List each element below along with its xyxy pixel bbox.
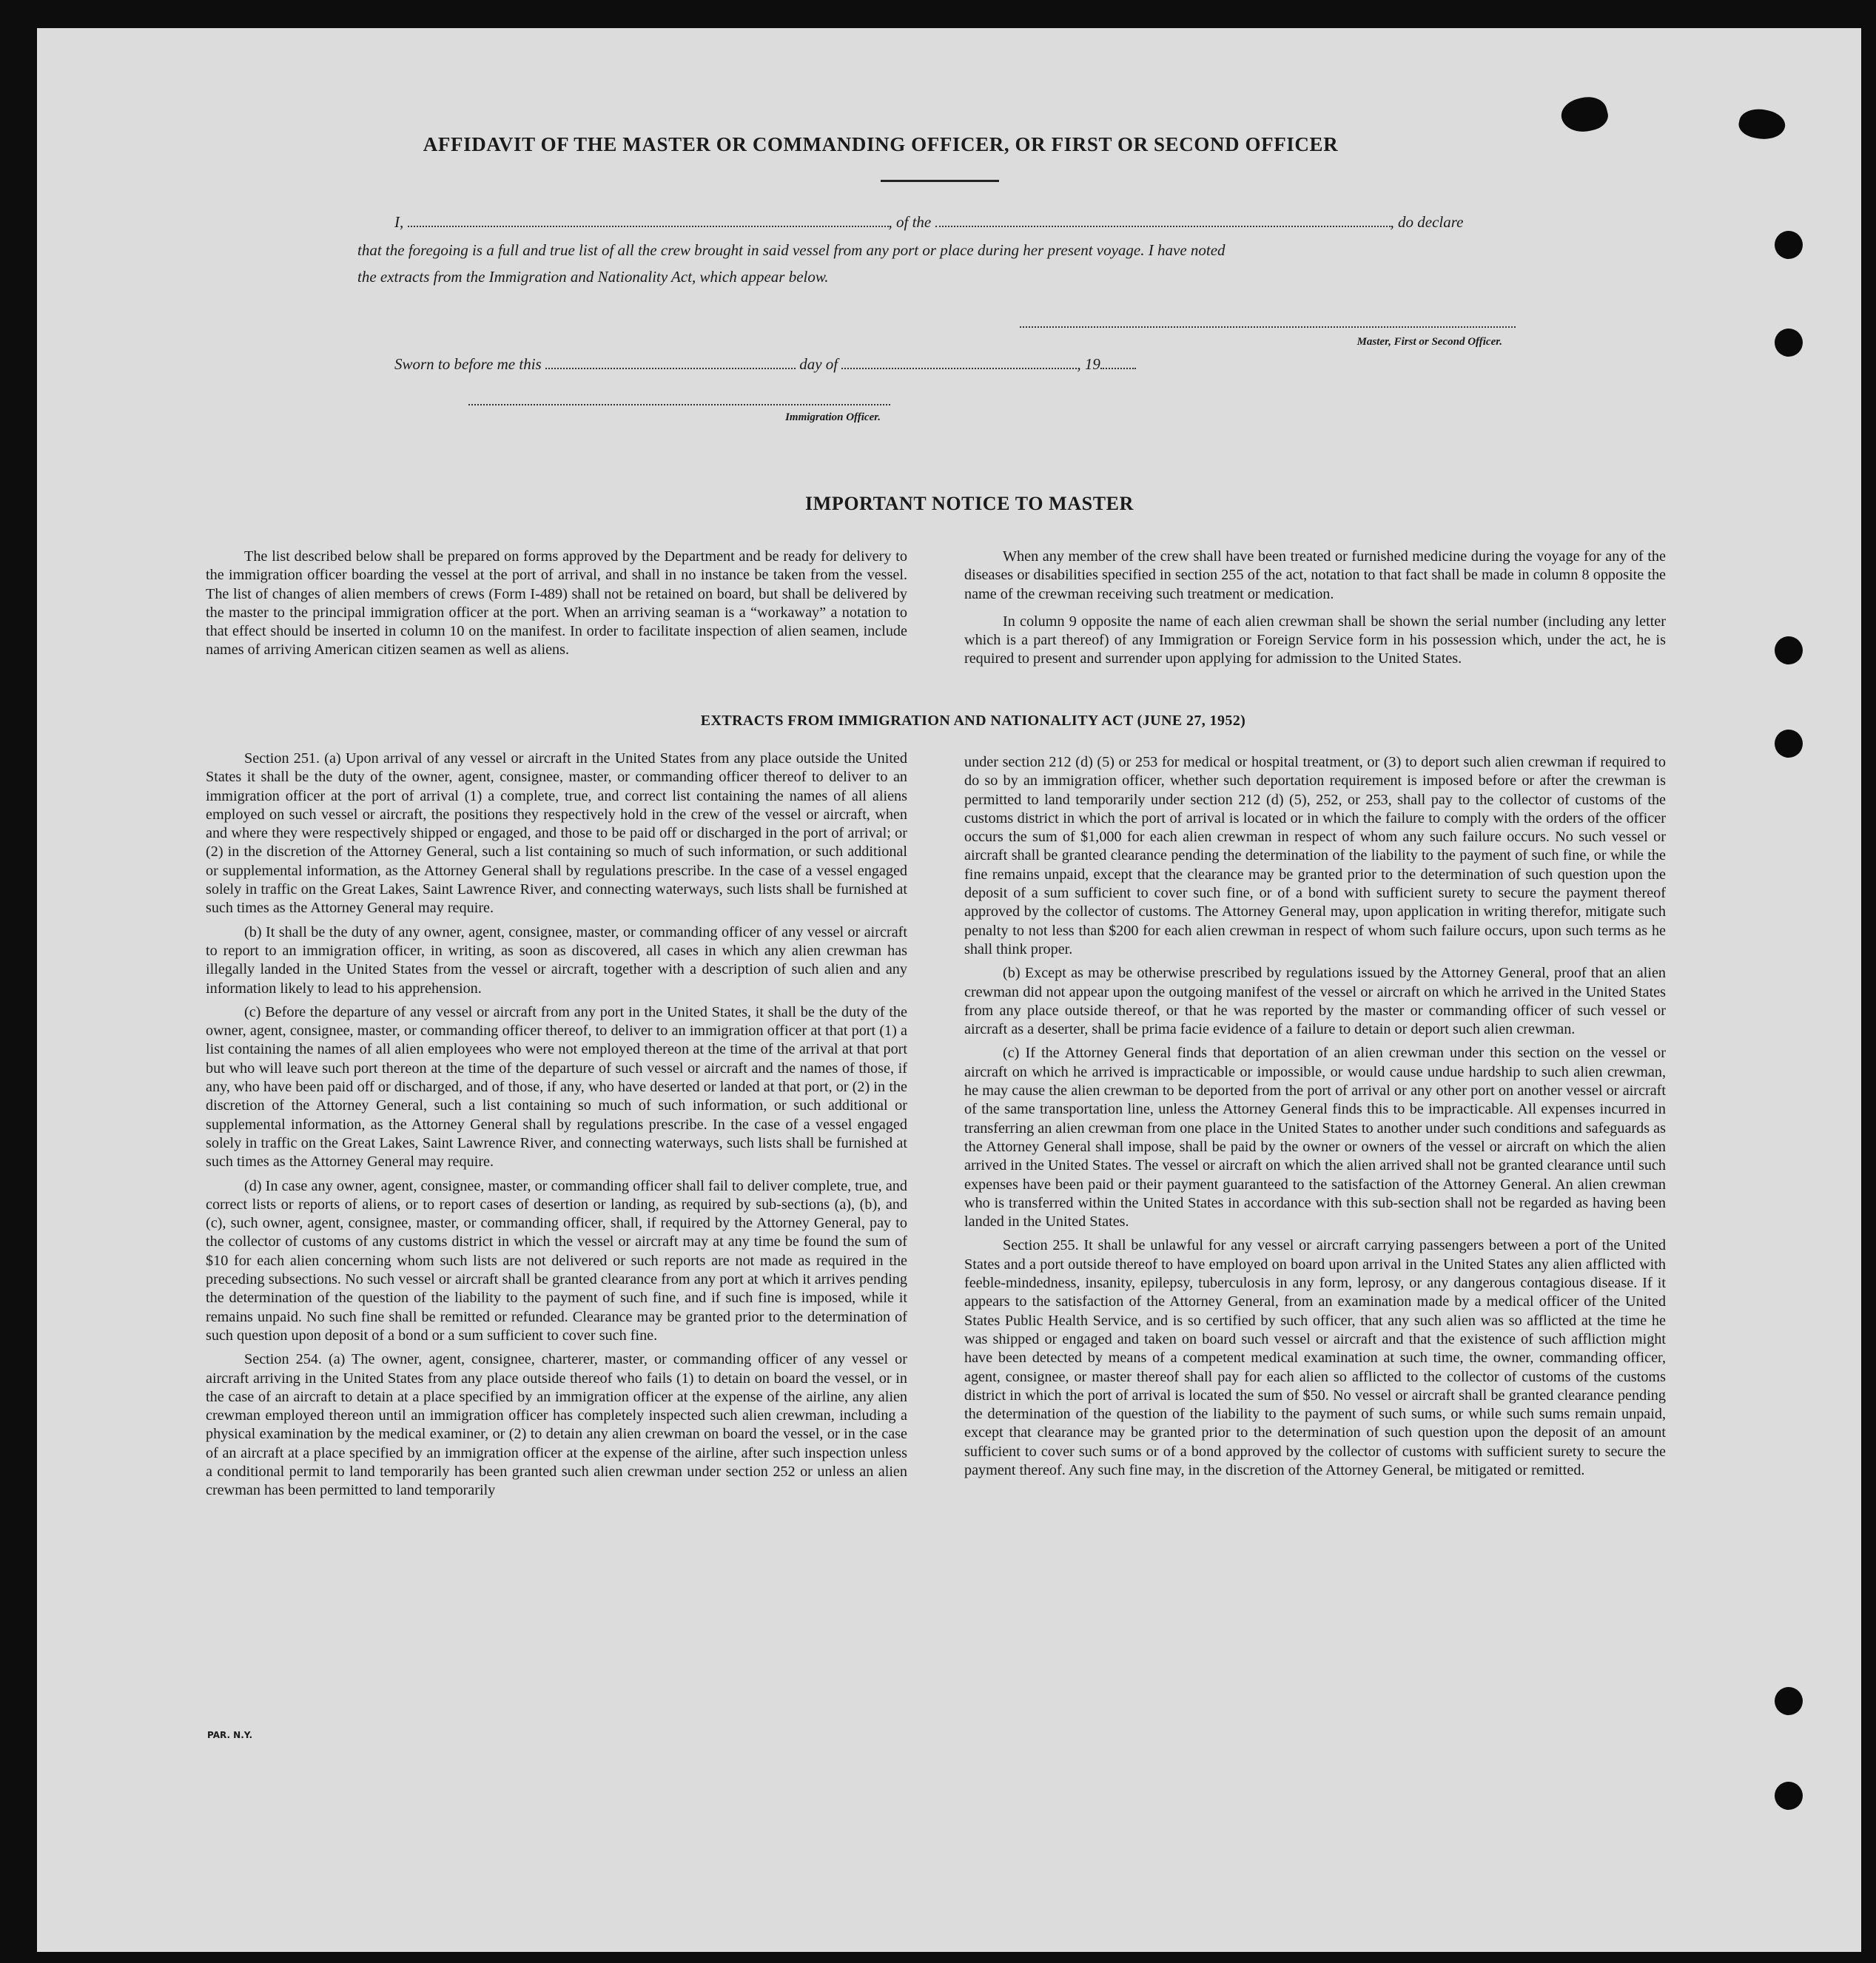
- notice-left-column: [206, 548, 907, 665]
- vessel-name-field[interactable]: [935, 226, 1391, 227]
- declaration-text-line-2: that the foregoing is a full and true list of all the crew brought in said vessel from any port or place during her present voyage. I have noted: [357, 241, 1226, 259]
- ink-blot: [1558, 92, 1610, 137]
- act-paragraph: Section 251. (a) Upon arrival of any vessel or aircraft in the United States from any place outside the United States it shall be the duty of the owner, agent, consignee, master, or commanding officer thereof to deliver to an immigration officer at the port of arrival (1) a complete, true, and correct list containing the names of all aliens employed on such vessel or aircraft, the positions they respectively hold in the crew of the vessel or aircraft, when and where they were respectively shipped or engaged, and those to be paid off or discharged in the port of arrival; or (2) in the discretion of the Attorney General, such a list containing so much of such information, or such additional or supplemental information, as the Attorney General shall by regulations prescribe. In the case of a vessel engaged solely in traffic on the Great Lakes, Saint Lawrence River, and connecting waterways, such lists shall be furnished at such times as the Attorney General may require.: [206, 750, 907, 917]
- sworn-day-field[interactable]: [545, 368, 796, 369]
- act-paragraph: (c) If the Attorney General finds that deportation of an alien crewman under this section on the vessel or aircraft on which he arrived is impracticable or impossible, or would cause undue hardship to such alien crewman, he may cause the alien crewman to be deported from the port of arrival or any other port on another vessel or aircraft of the same transportation line, unless the Attorney General finds this to be impracticable. All expenses incurred in transferring an alien crewman from one place in the United States to another under such conditions and safeguards as the Attorney General shall impose, shall be paid by the owner or owners of the vessel or aircraft on which the alien arrived in the United States. The vessel or aircraft on which the alien arrived shall not be granted clearance until such expenses have been paid or their payment guaranteed to the satisfaction of the Attorney General. An alien crewman who is transferred within the United States in accordance with this sub-section shall not be regarded as having been landed in the United States.: [964, 1045, 1666, 1230]
- punch-hole: [1775, 329, 1803, 357]
- sworn-line: [394, 355, 1136, 374]
- notice-paragraph: The list described below shall be prepared on forms approved by the Department and be ready for delivery to the immigration officer boarding the vessel at the port of arrival, and shall in no instance be taken from the vessel. The list of changes of alien members of crews (Form I-489) shall not be retained on board, but shall be delivered by the master to the principal immigration officer at the port. When an arriving seaman is a “workaway” a notation to that effect should be inserted in column 10 on the manifest. In order to facilitate inspection of alien seamen, include names of arriving American citizen seamen as well as aliens.: [206, 548, 907, 659]
- printer-mark: PAR. N.Y.: [207, 1730, 253, 1740]
- act-paragraph: (b) Except as may be otherwise prescribed by regulations issued by the Attorney General, proof that an alien crewman did not appear upon the outgoing manifest of the vessel or aircraft on which he arrived in the United States from any place outside thereof, or that he was reported by the master or commanding officer of such vessel or aircraft as a deserter, shall be prima facie evidence of a failure to detain or deport such alien crewman.: [964, 965, 1666, 1038]
- sworn-before-label: Sworn to before me this: [394, 355, 542, 373]
- affidavit-title: AFFIDAVIT OF THE MASTER OR COMMANDING OFFICER, OR FIRST OR SECOND OFFICER: [423, 133, 1339, 155]
- extracts-left-column: [206, 750, 907, 1506]
- extracts-right-column: [964, 753, 1666, 1485]
- act-paragraph: (c) Before the departure of any vessel or aircraft from any port in the United States, it shall be the duty of the owner, agent, consignee, master, or commanding officer thereof, to deliver to an immigration officer at that port (1) a list containing the names of all alien employees who were not employed thereon at the time of the arrival at that port but who will leave such port thereon at the time of the departure of such vessel or aircraft and the names of those, if any, who have been paid off or discharged, and of those, if any, who have deserted or landed at that port, or (2) in the discretion of the Attorney General, such a list containing so much of such information, or such additional or supplemental information, as the Attorney General shall by regulations prescribe. In the case of a vessel engaged solely in traffic on the Great Lakes, Saint Lawrence River, and connecting waterways, such lists shall be furnished at such times as the Attorney General may require.: [206, 1003, 907, 1171]
- title-divider: [881, 180, 999, 182]
- notice-title: IMPORTANT NOTICE TO MASTER: [804, 493, 1134, 514]
- notice-paragraph: In column 9 opposite the name of each alien crewman shall be shown the serial number (including any letter which is a part thereof) of any Immigration or Foreign Service form in his possession which, under the act, he is required to present and surrender upon applying for admission to the United States.: [964, 613, 1666, 667]
- sworn-year-field[interactable]: [1100, 368, 1136, 369]
- ink-blot: [1737, 105, 1788, 144]
- punch-hole: [1775, 730, 1803, 758]
- sworn-month-field[interactable]: [841, 368, 1077, 369]
- act-paragraph: (b) It shall be the duty of any owner, agent, consignee, master, or commanding officer of any vessel or aircraft to report to an immigration officer, in writing, as soon as discovered, all cases in which any alien crewman has illegally landed in the United States from the vessel or aircraft, together with a description of such alien and any information likely to lead to his apprehension.: [206, 923, 907, 997]
- master-signature-line[interactable]: [1020, 326, 1516, 328]
- punch-hole: [1775, 1687, 1803, 1715]
- year-prefix-label: , 19: [1077, 355, 1100, 373]
- notice-right-column: [964, 548, 1666, 674]
- punch-hole: [1775, 231, 1803, 259]
- officer-signature-label: Immigration Officer.: [785, 411, 881, 423]
- officer-signature-line[interactable]: [468, 404, 890, 405]
- act-paragraph: (d) In case any owner, agent, consignee, master, or commanding officer shall fail to deliver complete, true, and correct lists or reports of aliens, or to report cases of desertion or landing, as required by sub-sections (a), (b), and (c), such owner, agent, consignee, master, or commanding officer, shall, if required by the Attorney General, pay to the collector of customs of any customs district in which the vessel or aircraft may at any time be found the sum of $10 for each alien concerning whom such lists are not delivered or such reports are not made as required in the preceding subsections. No such vessel or aircraft shall be granted clearance from any port at which it arrives pending the determination of the question of the liability to the payment of such fine, and if such fine is imposed, while it remains unpaid. No such fine shall be remitted or refunded. Clearance may be granted prior to the determination of such question upon deposit of a bond or a sum sufficient to cover such fine.: [206, 1177, 907, 1344]
- punch-hole: [1775, 636, 1803, 664]
- of-the-label: , of the: [888, 213, 932, 231]
- declaration-text-line-3: the extracts from the Immigration and Nationality Act, which appear below.: [357, 268, 829, 286]
- notice-paragraph: When any member of the crew shall have been treated or furnished medicine during the voyage for any of the diseases or disabilities specified in section 255 of the act, notation to that fact shall be made in column 8 opposite the name of the crewman receiving such treatment or medication.: [964, 548, 1666, 602]
- extracts-title: EXTRACTS FROM IMMIGRATION AND NATIONALITY ACT (JUNE 27, 1952): [700, 713, 1246, 729]
- act-paragraph: under section 212 (d) (5) or 253 for medical or hospital treatment, or (3) to deport such alien crewman if required to do so by an immigration officer, whether such deportation requirement is imposed before or after the crewman is permitted to land temporarily under section 212 (d) (5), 252, or 253, shall pay to the collector of customs of the customs district in which the port of arrival is located or in which the failure to comply with the orders of the officer occurs the sum of $1,000 for each alien crewman in respect of whom any such failure occurs. No such vessel or aircraft shall be granted clearance pending the determination of the liability to the payment of such fine, or while the fine remains unpaid, except that the clearance may be granted prior to the determination of such question upon the deposit of a sum sufficient to cover such fine, or of a bond with sufficient surety to secure the payment thereof approved by the collector of customs. The Attorney General may, upon application in writing therefor, mitigate such penalty to not less than $200 for each alien crewman in respect of whom such failure occurs, upon such terms as he shall think proper.: [964, 754, 1666, 957]
- act-paragraph: Section 254. (a) The owner, agent, consignee, charterer, master, or commanding officer of any vessel or aircraft arriving in the United States from any place outside thereof who fails (1) to detain on board the vessel, or in the case of an aircraft to detain at a place specified by an immigration officer at the expense of the airline, any alien crewman employed thereon until an immigration officer has completely inspected such alien crewman, including a physical examination by the medical examiner, or (2) to detain any alien crewman on board the vessel, or in the case of an aircraft at a place specified by an immigration officer at the expense of the airline, after such inspection unless a conditional permit to land temporarily has been granted such alien crewman under section 252 or unless an alien crewman has been permitted to land temporarily: [206, 1351, 907, 1499]
- declaration-line: [394, 213, 1560, 232]
- do-declare-label: , do declare: [1390, 213, 1464, 231]
- day-of-label: day of: [799, 355, 838, 373]
- master-signature-label: Master, First or Second Officer.: [1356, 336, 1502, 348]
- declarant-name-field[interactable]: [408, 226, 889, 227]
- document-page: [37, 28, 1861, 1952]
- act-paragraph: Section 255. It shall be unlawful for any vessel or aircraft carrying passengers between a port of the United States and a port outside thereof to have employed on board upon arrival in the United States any alien afflicted with feeble-mindedness, insanity, epilepsy, tuberculosis in any form, leprosy, or any dangerous contagious disease. If it appears to the satisfaction of the Attorney General, from an examination made by a medical officer of the United States Public Health Service, and is so certified by such officer, that any such alien was so afflicted at the time he was shipped or engaged and taken on board such vessel or aircraft and that the existence of such affliction might have been detected by means of a competent medical examination at such time, the owner, commanding officer, agent, consignee, or master thereof shall pay for each alien so afflicted to the collector of customs of the customs district in which the port of arrival is located the sum of $50. No vessel or aircraft shall be granted clearance pending the determination of the question of the liability to the payment of such sums, or while such sums remain unpaid, except that clearance may be granted prior to the determination of such question upon the deposit of an amount sufficient to cover such sums or of a bond approved by the collector of customs with sufficient surety to secure the payment thereof. Any such fine may, in the discretion of the Attorney General, be mitigated or remitted.: [964, 1237, 1666, 1478]
- declarant-prefix: I,: [394, 213, 404, 231]
- punch-hole: [1775, 1782, 1803, 1810]
